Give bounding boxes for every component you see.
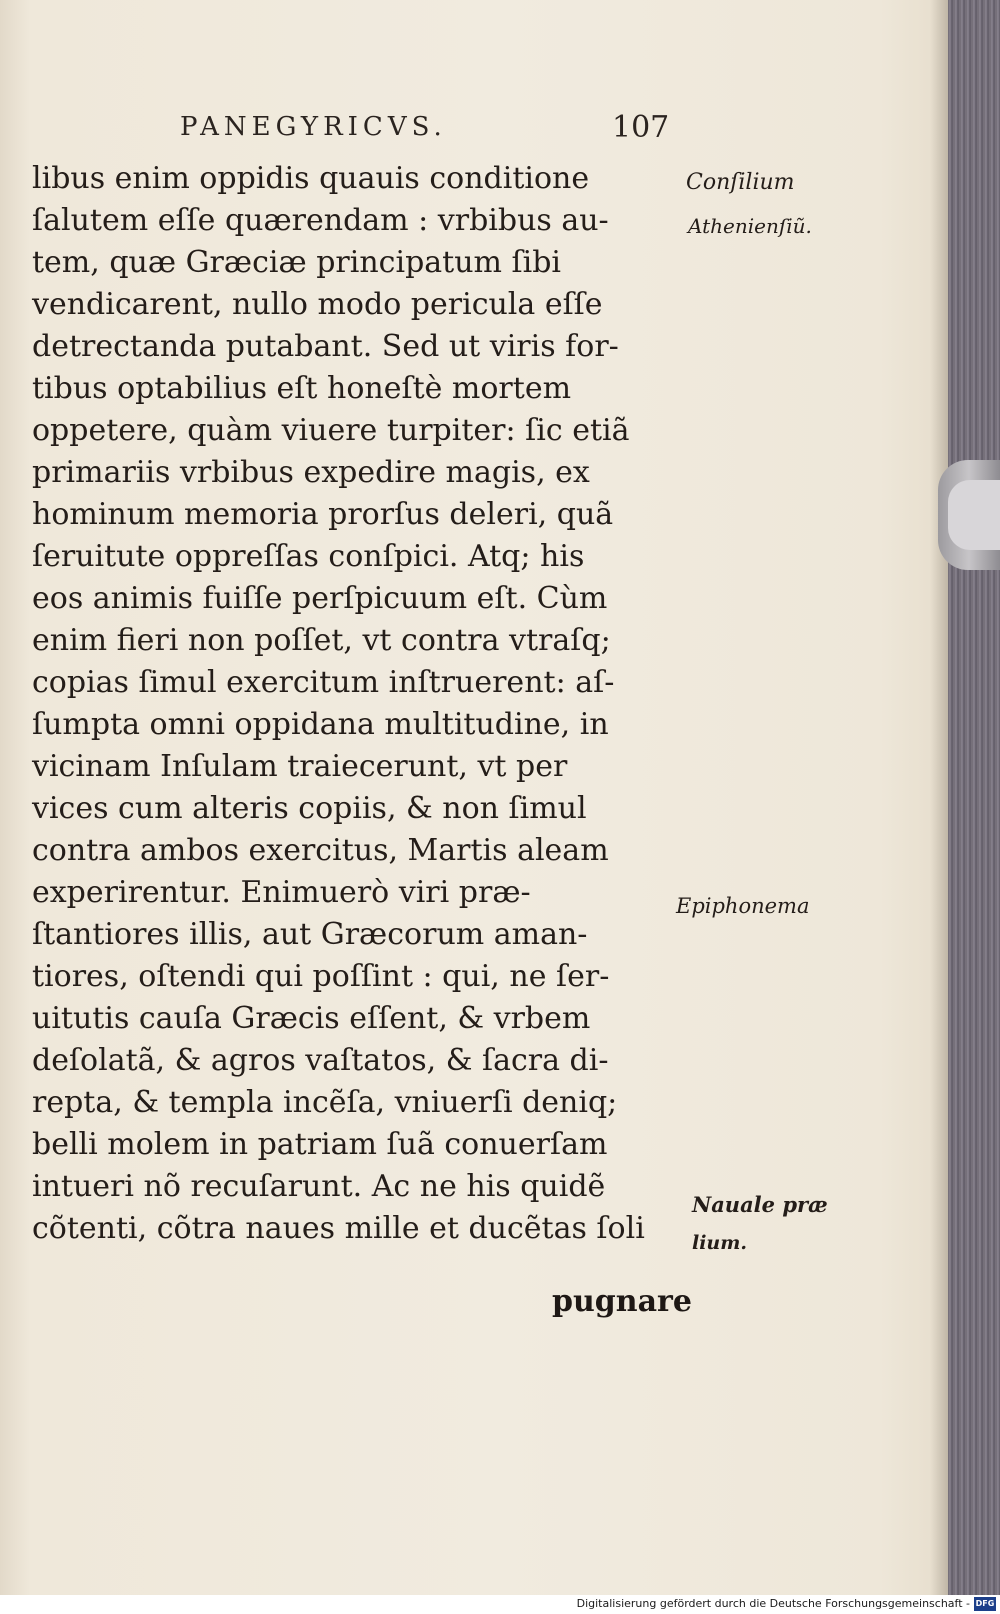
text-line: eos animis fuiſſe perſpicuum eſt. Cùm: [32, 581, 608, 616]
text-line: uitutis cauſa Græcis eſſent, & vrbem: [32, 1001, 591, 1036]
text-line: tibus optabilius eſt honeſtè mortem: [32, 371, 572, 406]
text-line: ſeruitute oppreſſas conſpici. Atq; his: [32, 539, 585, 574]
text-line: belli molem in patriam ſuã conuerſam: [32, 1127, 608, 1162]
margin-note: Conſilium: [686, 170, 795, 195]
footer-credit: Digitalisierung gefördert durch die Deutsche Forschungsgemeinschaft -: [576, 1597, 970, 1610]
text-line: tiores, oſtendi qui poſſint : qui, ne ſer-: [32, 959, 610, 994]
text-line: vicinam Inſulam traiecerunt, vt per: [32, 749, 568, 784]
text-line: oppetere, quàm viuere turpiter: ſic etiã: [32, 413, 630, 448]
footer-bar: [0, 1595, 1000, 1614]
margin-note: Nauale præ: [692, 1192, 828, 1217]
catchword: pugnare: [552, 1284, 692, 1319]
text-line: copias ſimul exercitum inſtruerent: aſ-: [32, 665, 615, 700]
text-line: primariis vrbibus expedire magis, ex: [32, 455, 590, 490]
text-line: contra ambos exercitus, Martis aleam: [32, 833, 609, 868]
text-line: vices cum alteris copiis, & non ſimul: [32, 791, 587, 826]
body-text: [32, 158, 712, 1250]
page-number: 107: [612, 110, 670, 145]
book-clasp-inner: [948, 480, 1000, 550]
page-gutter-shadow: [930, 0, 950, 1595]
book-page-edges: [948, 0, 1000, 1595]
margin-note: Epiphonema: [676, 894, 810, 918]
text-line: ſtantiores illis, aut Græcorum aman-: [32, 917, 588, 952]
margin-note: lium.: [692, 1232, 747, 1254]
text-line: experirentur. Enimuerò viri præ-: [32, 875, 531, 910]
text-line: hominum memoria prorſus deleri, quã: [32, 497, 614, 532]
text-line: libus enim oppidis quauis conditione: [32, 161, 590, 196]
text-line: intueri nõ recuſarunt. Ac ne his quidẽ: [32, 1169, 606, 1204]
text-line: deſolatã, & agros vaſtatos, & ſacra di-: [32, 1043, 609, 1078]
text-line: enim fieri non poſſet, vt contra vtraſq;: [32, 623, 611, 658]
text-line: repta, & templa incẽſa, vniuerſi deniq;: [32, 1085, 618, 1120]
margin-note: Athenienſiũ.: [688, 214, 812, 238]
text-line: tem, quæ Græciæ principatum ſibi: [32, 245, 562, 280]
text-line: detrectanda putabant. Sed ut viris for-: [32, 329, 619, 364]
dfg-logo: DFG: [974, 1597, 996, 1611]
text-line: ſumpta omni oppidana multitudine, in: [32, 707, 609, 742]
text-line: vendicarent, nullo modo pericula eſſe: [32, 287, 603, 322]
running-head: PANEGYRICVS.: [180, 112, 447, 142]
text-line: cõtenti, cõtra naues mille et ducẽtas ſoli: [32, 1211, 645, 1246]
text-line: ſalutem eſſe quærendam : vrbibus au-: [32, 203, 609, 238]
